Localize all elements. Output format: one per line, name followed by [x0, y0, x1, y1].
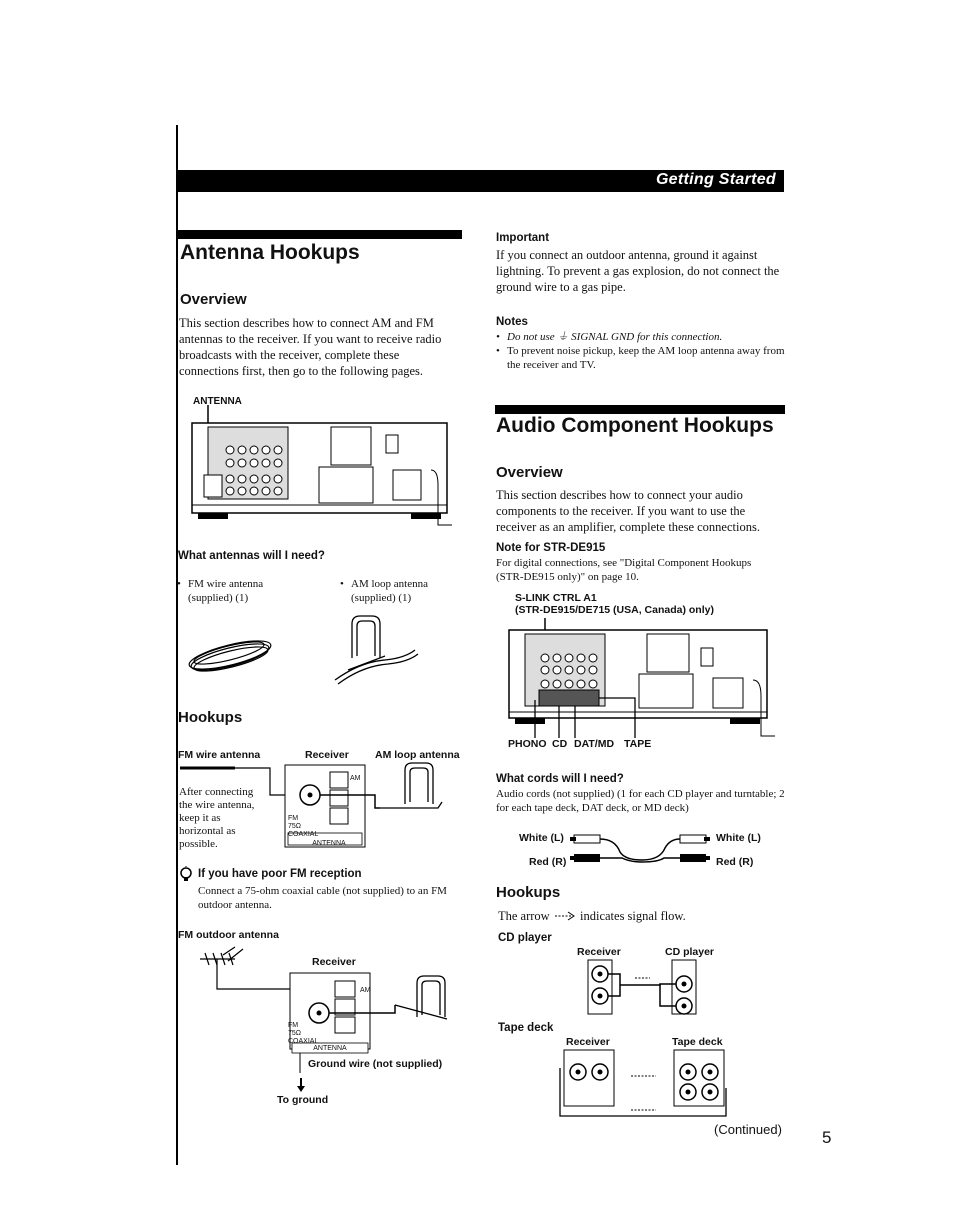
- fm-coaxial-label-2: FM 75Ω COAXIAL: [288, 1022, 319, 1045]
- am-loop-antenna-label: AM loop antenna: [375, 749, 460, 761]
- tape-deck-label: Tape deck: [498, 1022, 554, 1034]
- important-text: If you connect an outdoor antenna, ground it against lightning. To prevent a gas explosion, do not connect the ground wire to a gas pipe.: [496, 248, 780, 294]
- tip-icon: [178, 866, 194, 882]
- what-cords-heading: What cords will I need?: [496, 773, 624, 785]
- fm-outdoor-antenna-label: FM outdoor antenna: [178, 929, 279, 941]
- audio-title-bar: [495, 405, 785, 414]
- fm-wire-antenna-illustration: [185, 625, 285, 685]
- cd-player-head-label: CD player: [665, 946, 715, 958]
- continued-label: (Continued): [714, 1122, 782, 1137]
- antenna-panel-label: ANTENNA: [312, 840, 346, 847]
- antenna-title-bar: [178, 230, 462, 239]
- red-r-label: Red (R): [529, 856, 567, 868]
- section-header-band: [176, 170, 784, 192]
- receiver-rear-panel-illustration-2: [505, 618, 780, 743]
- note-item: • Do not use ⏚ SIGNAL GND for this connection.: [496, 330, 786, 344]
- am-loop-antenna-illustration: [330, 612, 420, 687]
- tip-text: Connect a 75-ohm coaxial cable (not supplied) to an FM outdoor antenna.: [198, 885, 447, 911]
- down-arrow-icon: [296, 1078, 306, 1092]
- dat-md-label: DAT/MD: [574, 738, 615, 750]
- cd-receiver-label: Receiver: [577, 946, 621, 958]
- to-ground-label: To ground: [277, 1094, 329, 1106]
- audio-component-hookups-title: Audio Component Hookups: [496, 414, 774, 437]
- tip-heading: If you have poor FM reception: [198, 868, 362, 880]
- phono-label: PHONO: [508, 738, 547, 750]
- antenna-hookups-heading: Hookups: [178, 709, 243, 726]
- notes-list: [496, 330, 786, 372]
- slink-models-label: (STR-DE915/DE715 (USA, Canada) only): [515, 604, 714, 616]
- tape-receiver-label: Receiver: [566, 1036, 610, 1048]
- fm-wire-antenna-label: FM wire antenna: [178, 749, 261, 761]
- antenna-overview-text: This section describes how to connect AM and FM antennas to the receiver. If you want to receive radio broadcasts with the receiver, complete these connections first, then go to the following pages.: [179, 316, 442, 378]
- arrow-text-post: indicates signal flow.: [580, 909, 686, 923]
- page-number: 5: [822, 1128, 832, 1147]
- receiver-rear-panel-illustration: [186, 405, 456, 530]
- note-item: • To prevent noise pickup, keep the AM loop antenna away from the receiver and TV.: [496, 344, 786, 372]
- ground-wire-label: Ground wire (not supplied): [308, 1058, 443, 1070]
- tape-deck-hookup-diagram: [556, 1048, 731, 1122]
- bullet-mark: •: [177, 578, 181, 590]
- am-terminal-label: AM: [350, 775, 361, 782]
- section-header-title: Getting Started: [655, 171, 776, 188]
- notes-heading: Notes: [496, 316, 528, 328]
- left-margin-rule: [176, 125, 178, 1165]
- signal-flow-arrow-icon: [555, 911, 575, 921]
- audio-overview-heading: Overview: [496, 464, 563, 481]
- keep-horizontal-text: After connecting the wire antenna, keep it as horizontal as possible.: [179, 786, 255, 850]
- tape-label: TAPE: [624, 738, 652, 750]
- audio-overview-text: This section describes how to connect your audio components to the receiver. If you want to use the receiver as an amplifier, complete these connections.: [496, 488, 760, 534]
- fm-wire-antenna-item: FM wire antenna (supplied) (1): [188, 578, 264, 604]
- red-r-label-2: Red (R): [716, 856, 754, 868]
- note-str-de915-heading: Note for STR-DE915: [496, 542, 606, 554]
- arrow-text-pre: The arrow: [498, 909, 550, 923]
- what-antennas-heading: What antennas will I need?: [178, 550, 325, 562]
- am-terminal-label-2: AM: [360, 987, 371, 994]
- note-str-de915-text: For digital connections, see "Digital Component Hookups (STR-DE915 only)" on page 10.: [496, 557, 752, 583]
- bullet-mark: •: [340, 578, 344, 590]
- white-l-label-2: White (L): [716, 832, 761, 844]
- antenna-hookups-title: Antenna Hookups: [180, 241, 360, 264]
- fm-coaxial-label: FM 75Ω COAXIAL: [288, 815, 319, 838]
- am-loop-antenna-item: AM loop antenna (supplied) (1): [351, 578, 428, 604]
- receiver-label-2: Receiver: [312, 956, 356, 968]
- cd-player-hookup-diagram: [580, 958, 705, 1018]
- audio-hookups-heading: Hookups: [496, 884, 561, 901]
- antenna-overview-heading: Overview: [180, 291, 247, 308]
- cd-player-label: CD player: [498, 932, 552, 944]
- what-cords-text: Audio cords (not supplied) (1 for each CD player and turntable; 2 for each tape deck, DAT deck, or MD deck): [496, 788, 785, 814]
- tape-deck-head-label: Tape deck: [672, 1036, 723, 1048]
- audio-cord-illustration: [570, 828, 715, 870]
- cd-label: CD: [552, 738, 568, 750]
- white-l-label: White (L): [519, 832, 564, 844]
- important-heading: Important: [496, 232, 550, 244]
- receiver-label: Receiver: [305, 749, 349, 761]
- slink-label: S-LINK CTRL A1: [515, 592, 597, 604]
- antenna-panel-label-2: ANTENNA: [313, 1045, 347, 1052]
- antenna-diagram-label: ANTENNA: [193, 396, 242, 407]
